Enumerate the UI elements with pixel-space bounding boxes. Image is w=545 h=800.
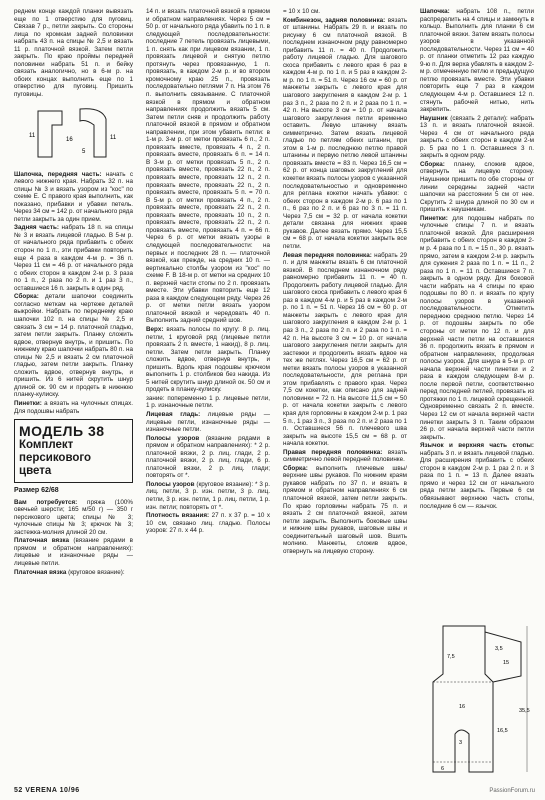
paragraph: Шапочка, передняя часть: начать с левого нижнего края. Набрать 32 п. на спицы № 3 и вязать узором из "кос" по схеме Е. С правого края выполнить, как показано, прибавки и убавки петель. Через 34 см = 142 р. от начального ряда петли закрыть за один прием.	[14, 170, 133, 223]
paragraph: Сборка: планку, сложив вдвое, отвернуть на лицевую сторону. Наушники пришить по обе стороны от линии середины задней части шапочки на расстоянии 5 см от нее. Скрутить 2 шнура длиной по 30 см и пришить к наушникам.	[420, 160, 534, 214]
paragraph: = 10 х 10 см.	[283, 8, 321, 15]
paragraph: Сборка: выполнить плечевые швы/верхние швы рукавов. По нижним краям рукавов набрать по 37 п. и вязать в прямом и обратном направлениях 6 см платочной вязкой, затем петли закрыть. По краю горловины набрать 75 п. и вязать 2 см платочной вязкой, затем петли закрыть. Выполнить боковые швы и нижние швы рукавов, шаговые швы и соединительный шаговый шов. Вшить молнию. Манжеты, сложив вдвое, отвернуть на лицевую сторону.	[283, 464, 407, 555]
column-3	[283, 8, 407, 556]
dim-label: 5	[82, 148, 86, 155]
measure-label: 16	[459, 704, 466, 710]
overalls-pattern-figure	[425, 622, 537, 787]
column-4	[420, 8, 534, 618]
dim-label: 16	[66, 136, 73, 143]
page-footer: 52 VERENA 10/96	[14, 787, 80, 794]
dim-label: 11	[29, 132, 36, 139]
hat-schematic	[14, 105, 133, 163]
paragraph: Язычок и верхняя часть стопы: набрать 3 п. и вязать лицевой гладью. Для расширения прибавить с обеих сторон в каждом 2-м р. 1 раз 2 п. и 3 раза по 1 п. = 13 п. Далее вязать прямо и через 12 см от начального ряда петли закрыть. Первые 6 см обвязывают верхнюю часть стопы, последние 6 см — язычок.	[420, 442, 534, 510]
model-subtitle: персикового	[19, 452, 92, 465]
paragraph: Комбинезон, задняя половинка: вязать от штанины. Набрать 29 п. и вязать по рисунку 6 см платочной вязкой. В последнем изнаночном ряду равномерно прибавить 11 п. = 40 п. Продолжить работу лицевой гладью. Для шагового скоса прибавить с левого края 6 раз в каждом 4-м р. по 1 п. и 5 раз в каждом 2-м р. по 1 п. = 51 п. Через 16 см = 60 р. от манжеты закрыть с левого края для шагового закругления в каждом 2-м р. 1 раз 3 п., 2 раза по 2 п. и 2 раза по 1 п. = 42 п. На высоте 3 см = 10 р. от начала шагового закругления петли временно оставить. Левую штанину вязать симметрично. Затем вязать лицевой гладью по петлям обеих штанин, при этом в 1-м р. последнюю петлю правой штанины и первую петлю левой штанины провязать вместе = 83 п. Через 16,5 см = 62 р. от конца шаговых закруглений для кокетки вязать полосы узоров с указанной последовательностью и одновременно для реглана кокетки начать убавки: с обеих сторон в каждом 2-м р. 6 раз по 1 п., 6 раз по 2 п. и 6 раз по 3 п. = 11 п. Через 7,5 см = 32 р. от начала кокетки детали связана для нижних краев рукавов. Далее вязать прямо. Через 15,5 см = 68 р. от начала кокетки закрыть все петли.	[283, 16, 407, 250]
measure-label: 16,5	[497, 728, 508, 734]
model-heading-box	[14, 419, 133, 483]
paragraph: 14 п. и вязать платочной вязкой в прямом и обратном направлениях. Через 5 см = 50 р. от начального ряда убавить по 1 п. в следующей последовательности: последние 7 петель провязать лицевыми, 1 п. снять как при лицевом вязании, 1 п. провязать лицевой и снятую петлю протянуть через провязанную, 1 п. провязать, в каждом 2-м р. и во втором кромочному краю 25 п., провязать последовательно петлями 7 п. На этом 76 п. выполнить связывание. С платочной вязкой в прямом и обратном направлениях продолжить вязать 5 см. Затем петли сняв и продолжить работу платочной вязкой в прямом и обратном направлении, при этом убавить петли: в 1-м р. 3-м р. от метки провязать 6 п., 2 п. провязать вместе, провязать 4 п., 2 п. провязать вместе, провязать 6 п. = 14 п. В 3-м р. от метки провязать 5 п., 2 п. провязать вместе, провязать 22 п., 2 п. провязать вместе, провязать 12 п., 2 п. провязать вместе, провязать 22 п., 2 п. провязать вместе, провязать 5 п. = 70 п. В 5-м р. от метки провязать 4 п., 2 п. провязать вместе, провязать 22 п., 2 п. провязать вместе, провязать 10 п., 2 п. провязать вместе, провязать 22 п., 2 п. провязать вместе, провязать 4 п. = 66 п. Через 6 р. от метки вязать узоры в следующей последовательности: на первых и последних 28 п. — платочной вязкой, как прежде, на средних 10 п. — вертикально столбы узором из "кос" по схеме F. В 18-м р. от метки на средних 10 п. верхней части стопы по 2 п. провязать вместе. Эти убавки повторить еще 12 раза в каждом следующем ряду. Через 26 р. от метки петли вязать узором платочной вязкой и чередовать 40 п. Выполнить задний средний шов.	[146, 8, 270, 325]
paragraph: Лицевая гладь: лицевые ряды — лицевые петли, изнаночные ряды — изнаночные петли.	[146, 410, 270, 434]
watermark: PassionForum.ru	[489, 788, 535, 794]
paragraph: Правая передняя половинка: вязать симметрично левой передней половинке.	[283, 448, 407, 464]
paragraph: зание: попеременно 1 р. лицевые петли, 1 р. изнаночные петли.	[146, 394, 270, 410]
paragraph: Пинетки: для подошвы набрать по чулочные спицы 7 п. и вязать платочной вязкой. Для расширения прибавить с обеих сторон в каждом 2-м р. 4 раза по 1 п. = 15 п., 30 р. вязать прямо, затем в каждом 2-м р. закрыть для сужения 2 раза по 1 п. = 11 п., 2 раза по 1 п. = 11 п. Оставшиеся 7 п. закрыть в одном ряду. Для боковой части набрать на 4 спицы по краю подошвы по 80 п. и вязать по кругу полосы узоров в указанной последовательности. Отметить переднюю среднюю петлю. Через 14 р. от подошвы закрыть по обе стороны от метки по 12 п. и для верхней части петли на оставшихся 36 п. продолжить вязать в прямом и обратном направлениях, продолжая полосы узоров. Для шнура в 5-м р. от начала верхней части пинетки и 2 раза в каждом следующем 8-м р. после первой петли, соответственно перед последней петлей, провязать из протяжки по 1 п. лицевой скрещенной. Одновременно связать 2 п. вместе. Через 12 см от начала верхней части пинетки закрыть 3 п. Таким образом 26 р. от начала верхней части петли закрыть.	[420, 214, 534, 441]
paragraph: Сборка: детали шапочки соединить согласно меткам на чертеже деталей выкройки. Набрать по переднему краю шапочки 102 п. на спицы № 2,5 и связать 3 см = 14 р. платочной гладью, затем петли закрыть. Планку сложить вдвое, отвернув внутрь, и пришить. По нижнему краю шапочки набрать 80 п. на спицы № 2,5 и вязать 2 см платочной гладью, затем петли закрыть. Планку сложить вдвое, отвернув внутрь, и пришить. Из 6 нитей скрутить шнур длиной ок. 90 см и продеть в нижнюю планку-кулиску.	[14, 293, 133, 399]
dim-label: 11	[110, 134, 117, 141]
measure-label: 7,5	[447, 654, 455, 660]
measure-label: 3	[459, 740, 463, 746]
column-2	[146, 8, 270, 536]
paragraph: реднем конце каждой планки вывязать еще по 1 отверстию для пуговиц. Связав 7 р., петли закрыть. Со стороны лица по кромкам задней половинки набрать 43 п. на спицы № 2,5 и вязать 11 р. платочной вязкой. Затем петли закрыть. По краю проймы передней половинки набрать 51 п. и бейку связать аналогично, но в 6-м р. на обоих концах выполнить еще по 1 отверстию для пуговиц. Пришить пуговицы.	[14, 8, 133, 99]
measure-label: 3,5	[495, 646, 503, 652]
paragraph: Вам потребуется: пряжа (100% овечьей шерсти; 165 м/50 г) — 350 г персикового цвета; спицы № 3; чулочные спицы № 3; крючок № 3; застежка-молния длиной 20 см.	[14, 498, 133, 536]
paragraph: Задняя часть: набрать 18 п. на спицы № 3 и вязать лицевой гладью. В 5-м р. от начального ряда прибавить с обеих сторон по 1 п., эти прибавки повторить еще 4 раза в каждом 4-м р. = 36 п. Через 11 см = 46 р. от начального ряда с обеих сторон в каждом 2-м р. 3 раза по 1 п., 2 раза по 2 п. и 1 раз 3 п., оставшиеся 16 п. закрыть в один ряд.	[14, 224, 133, 292]
model-title: МОДЕЛЬ 38	[19, 423, 105, 440]
size-label: Размер 62/68	[14, 487, 59, 495]
paragraph: Верх: вязать полосы по кругу: 8 р. лиц. петли, 1 круговой ряд (лицевые петли провязать 2 п. вместе, 1 накид), 8 р. лиц. петли. Затем петли закрыть. Планку сложить вдвое, отвернув внутрь, и пришить. Вдоль края подошвы крючком выполнить 1 р. столбиков без накида. Из 5 нитей скрутить шнур длиной ок. 50 см и продеть в планку-кулиску.	[146, 325, 270, 394]
column-1	[14, 8, 133, 577]
paragraph: Левая передняя половинка: набрать 29 п. и для манжеты вязать 6 см платочной вязкой. В последнем изнаночном ряду равномерно прибавить 11 п. = 40 п. Продолжить работу лицевой гладью. Для шагового скоса прибавить с левого края 6 раз в каждом 4-м р. и 5 раз в каждом 2-м р. по 1 п. = 51 п. Через 16 см = 60 р. от манжеты закрыть с левого края для шагового закругления в каждом 2-м р. 1 раз 3 п., 2 раза по 2 п. и 2 раза по 1 п. = 42 п. На высоте 3 см = 10 р. от начала шагового закругления петли закрыть для застежки и продолжить вязать вдвое на тех же петлях. Через 16,5 см = 62 р. от метки вязать полосы узоров в указанной последовательности, для реглана при этом прибавлять с правого края. Через 7,5 см кокетки, как описано для задней половинки = 72 п. На высоте 11,5 см = 50 р. от начала кокетки закрыть с левого края для горловины в каждом 2-м р. 1 раз 5 п., 1 раз 3 п., 3 раза по 2 п. и 2 раза по 1 п. Оставшиеся 56 п. плечевого шва закрыть на высоте 15,5 см = 68 р. от начала кокетки.	[283, 251, 407, 448]
model-subtitle: цвета	[19, 465, 52, 478]
paragraph: Наушник (связать 2 детали): набрать 13 п. и вязать платочной вязкой. Через 4 см от начального ряда закрыть с обеих сторон в каждом 2-м р. 5 раз по 1 п. Оставшиеся 3 п. закрыть в одном ряду.	[420, 114, 534, 160]
measure-label: 35,5	[519, 708, 530, 714]
paragraph: Платочная вязка (круговое вязание):	[14, 568, 125, 576]
model-subtitle: Комплект	[19, 439, 74, 452]
measure-label: 6	[441, 766, 445, 772]
paragraph: Полосы узоров (вязание рядами в прямом и обратном направлениях): * 2 р. платочной вязки, 2 р. лиц. глади, 2 р. платочной вязки, 2 р. лиц. глади, 6 р. платочной вязки, 2 р. лиц. глади; повторять от *.	[146, 434, 270, 480]
paragraph: Шапочка: набрать 108 п., петли распределить на 4 спицы и замкнуть в кольцо. Выполнить для планки 6 см платочной вязки. Затем вязать полосы узоров в указанной последовательности. Через 11 см = 40 р. от планки отметить 12 раз каждую 9-ю п. Для верха убавлять в каждом 2-м р. отмеченную петлю и предыдущую петлю провязать вместе. Эти убавки повторить еще 7 раз в каждом следующем 4-м р. Оставшиеся 12 п. стянуть рабочей нитью, нить закрепить.	[420, 8, 534, 114]
measure-label: 15	[503, 660, 510, 666]
paragraph: Платочная вязка (вязание рядами в прямом и обратном направлениях): лицевые и изнаночные ряды — лицевые петли.	[14, 537, 133, 567]
paragraph: Плотность вязания: 27 п. х 37 р. = 10 х 10 см, связано лиц. гладью. Полосы узоров: 27 п. х 44 р.	[146, 512, 270, 535]
paragraph: Полосы узоров (круговое вязание): * 3 р. лиц. петли, 3 р. изн. петли, 3 р. лиц. петли, 3 р. изн. петли, 1 р. лиц. петли, 1 р. изн. петли; повторять от *.	[146, 480, 270, 511]
paragraph: Пинетки: а вязать на чулочных спицах. Для подошвы набрать	[14, 399, 133, 415]
